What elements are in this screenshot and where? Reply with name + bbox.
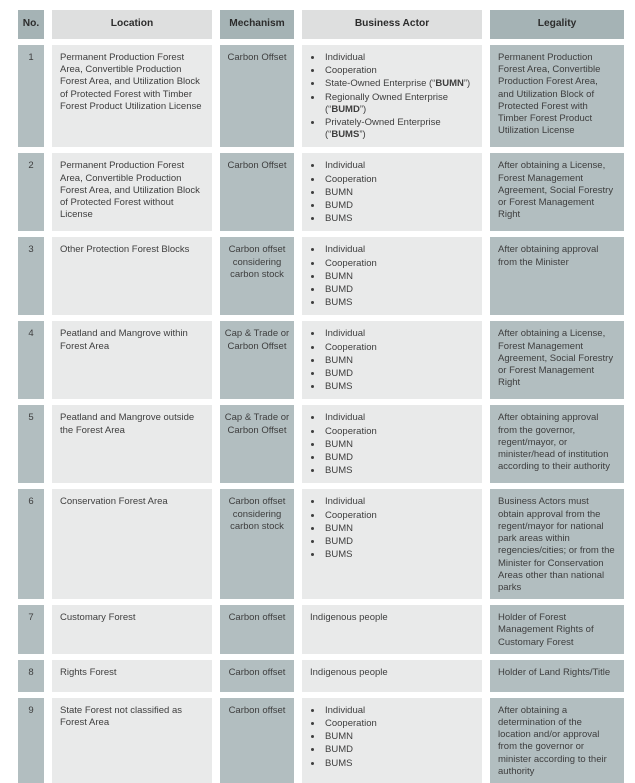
cell-mechanism: Cap & Trade or Carbon Offset xyxy=(220,405,294,483)
business-actor-item: • BUMS xyxy=(323,758,474,770)
cell-no: 7 xyxy=(18,605,44,654)
cell-legality: After obtaining approval from the governor, regent/mayor, or minister/head of institution according to their authority xyxy=(490,405,624,483)
cell-mechanism: Carbon Offset xyxy=(220,153,294,231)
business-actor-item: • Individual xyxy=(323,705,474,717)
table-row xyxy=(18,405,627,483)
cell-legality: After obtaining a determination of the location and/or approval from the governor or minister according to their authority xyxy=(490,698,624,783)
cell-location: Other Protection Forest Blocks xyxy=(52,237,212,315)
cell-business-actor: Indigenous people xyxy=(302,605,482,654)
header-cell-business-actor: Business Actor xyxy=(302,10,482,39)
cell-location: State Forest not classified as Forest Area xyxy=(52,698,212,783)
cell-legality: After obtaining a License, Forest Management Agreement, Social Forestry or Forest Management Right xyxy=(490,321,624,399)
business-actor-item: • Regionally Owned Enterprise (“BUMD”) xyxy=(323,92,474,116)
business-actor-item: • Cooperation xyxy=(323,426,474,438)
table-row xyxy=(18,489,627,599)
cell-mechanism: Carbon offset xyxy=(220,660,294,692)
business-actor-item: • BUMS xyxy=(323,213,474,225)
cell-business-actor xyxy=(302,153,482,231)
table-row xyxy=(18,321,627,399)
cell-location: Permanent Production Forest Area, Convertible Production Forest Area, and Utilization Block of Protected Forest with Timber Forest Product Utilization License xyxy=(52,45,212,147)
business-actor-list xyxy=(310,244,474,309)
cell-legality: After obtaining a License, Forest Management Agreement, Social Forestry or Forest Management Right xyxy=(490,153,624,231)
cell-business-actor xyxy=(302,698,482,783)
cell-business-actor xyxy=(302,489,482,599)
business-actor-list xyxy=(310,496,474,561)
table-row xyxy=(18,45,627,147)
cell-business-actor xyxy=(302,45,482,147)
cell-location: Peatland and Mangrove outside the Forest Area xyxy=(52,405,212,483)
cell-business-actor: Indigenous people xyxy=(302,660,482,692)
header-cell-location: Location xyxy=(52,10,212,39)
business-actor-item: • BUMS xyxy=(323,465,474,477)
table-row xyxy=(18,605,627,654)
cell-business-actor xyxy=(302,237,482,315)
business-actor-item: • BUMN xyxy=(323,731,474,743)
business-actor-list xyxy=(310,160,474,225)
business-actor-item: • BUMS xyxy=(323,297,474,309)
cell-mechanism: Cap & Trade or Carbon Offset xyxy=(220,321,294,399)
business-actor-item: • BUMD xyxy=(323,452,474,464)
business-actor-item: • Cooperation xyxy=(323,342,474,354)
business-actor-item: • Individual xyxy=(323,496,474,508)
header-cell-legality: Legality xyxy=(490,10,624,39)
business-actor-list xyxy=(310,328,474,393)
table-header-row xyxy=(18,10,627,39)
business-actor-item: • BUMN xyxy=(323,187,474,199)
business-actor-item: • State-Owned Enterprise (“BUMN”) xyxy=(323,78,474,90)
cell-legality: Business Actors must obtain approval from the regent/mayor for national park areas within regencies/cities; or from the Minister for Conservation Areas other than national parks xyxy=(490,489,624,599)
business-actor-item: • Cooperation xyxy=(323,174,474,186)
cell-location: Rights Forest xyxy=(52,660,212,692)
business-actor-item: • BUMD xyxy=(323,744,474,756)
header-cell-no: No. xyxy=(18,10,44,39)
cell-location: Conservation Forest Area xyxy=(52,489,212,599)
business-actor-item: • BUMD xyxy=(323,284,474,296)
header-cell-mechanism: Mechanism xyxy=(220,10,294,39)
business-actor-item: • Individual xyxy=(323,52,474,64)
cell-no: 4 xyxy=(18,321,44,399)
cell-no: 9 xyxy=(18,698,44,783)
table-row xyxy=(18,153,627,231)
business-actor-item: • BUMD xyxy=(323,368,474,380)
cell-no: 2 xyxy=(18,153,44,231)
business-actor-item: • BUMS xyxy=(323,381,474,393)
cell-mechanism: Carbon offset considering carbon stock xyxy=(220,237,294,315)
business-actor-item: • Cooperation xyxy=(323,510,474,522)
table-row xyxy=(18,237,627,315)
business-actor-list xyxy=(310,412,474,477)
business-actor-item: • Individual xyxy=(323,328,474,340)
business-actor-item: • Cooperation xyxy=(323,65,474,77)
business-actor-item: • BUMN xyxy=(323,271,474,283)
business-actor-item: • Cooperation xyxy=(323,718,474,730)
cell-legality: Permanent Production Forest Area, Convertible Production Forest Area, and Utilization Block of Protected Forest with Timber Forest Product Utilization License xyxy=(490,45,624,147)
cell-no: 1 xyxy=(18,45,44,147)
business-actor-item: • Individual xyxy=(323,160,474,172)
table-row xyxy=(18,698,627,783)
business-actor-item: • BUMN xyxy=(323,439,474,451)
business-actor-item: • BUMD xyxy=(323,536,474,548)
cell-mechanism: Carbon offset considering carbon stock xyxy=(220,489,294,599)
cell-business-actor xyxy=(302,405,482,483)
business-actor-item: • BUMS xyxy=(323,549,474,561)
business-actor-item: • Individual xyxy=(323,244,474,256)
cell-location: Permanent Production Forest Area, Convertible Production Forest Area, and Utilization Block of Protected Forest without License xyxy=(52,153,212,231)
business-actor-item: • Individual xyxy=(323,412,474,424)
business-actor-item: • Privately-Owned Enterprise (“BUMS”) xyxy=(323,117,474,141)
cell-no: 6 xyxy=(18,489,44,599)
cell-legality: Holder of Land Rights/Title xyxy=(490,660,624,692)
business-actor-list xyxy=(310,705,474,770)
cell-mechanism: Carbon Offset xyxy=(220,45,294,147)
cell-business-actor xyxy=(302,321,482,399)
table-body xyxy=(18,45,627,783)
cell-legality: Holder of Forest Management Rights of Customary Forest xyxy=(490,605,624,654)
cell-no: 8 xyxy=(18,660,44,692)
business-actor-item: • Cooperation xyxy=(323,258,474,270)
cell-location: Customary Forest xyxy=(52,605,212,654)
business-actor-list xyxy=(310,52,474,141)
cell-legality: After obtaining approval from the Minister xyxy=(490,237,624,315)
cell-location: Peatland and Mangrove within Forest Area xyxy=(52,321,212,399)
business-actor-item: • BUMN xyxy=(323,355,474,367)
cell-no: 3 xyxy=(18,237,44,315)
cell-mechanism: Carbon offset xyxy=(220,698,294,783)
cell-mechanism: Carbon offset xyxy=(220,605,294,654)
business-actor-item: • BUMN xyxy=(323,523,474,535)
business-actor-item: • BUMD xyxy=(323,200,474,212)
table-row xyxy=(18,660,627,692)
cell-no: 5 xyxy=(18,405,44,483)
